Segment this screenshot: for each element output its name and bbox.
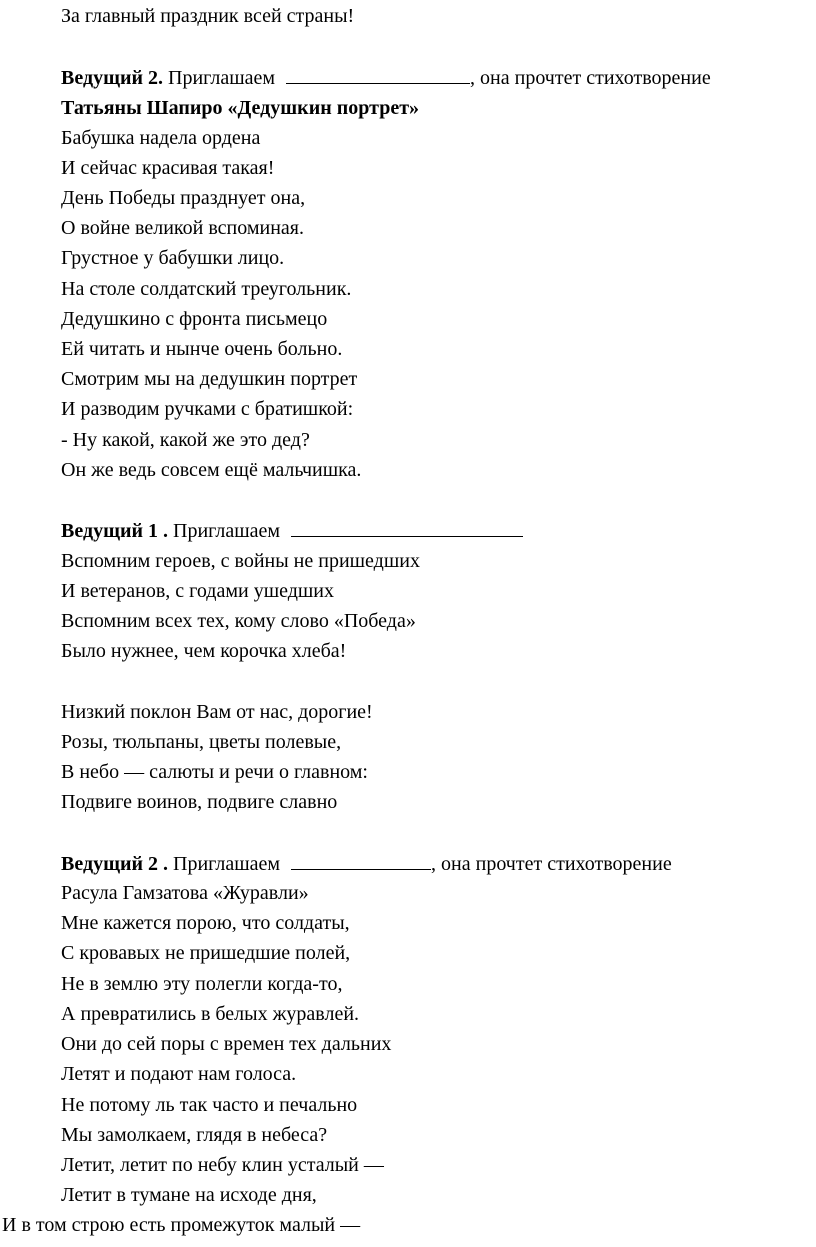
poem-line: О войне великой вспоминая. — [61, 217, 304, 239]
invite-text: Приглашаем — [168, 67, 276, 89]
poem-title: Татьяны Шапиро «Дедушкин портрет» — [61, 97, 420, 119]
intro-line: За главный праздник всей страны! — [61, 5, 355, 27]
poem-line: - Ну какой, какой же это дед? — [61, 429, 310, 451]
invite-text: Приглашаем — [173, 853, 281, 875]
poem-line: Бабушка надела ордена — [61, 127, 261, 149]
section1-host-line — [61, 65, 711, 89]
poem-line: Они до сей поры с времен тех дальних — [61, 1033, 392, 1055]
poem-line: Мне кажется порою, что солдаты, — [61, 912, 350, 934]
poem-line: В небо — салюты и речи о главном: — [61, 761, 368, 783]
poem-title: Расула Гамзатова «Журавли» — [61, 882, 309, 904]
poem-line: Смотрим мы на дедушкин портрет — [61, 368, 358, 390]
poem-line: Летят и подают нам голоса. — [61, 1063, 297, 1085]
speaker-label: Ведущий 2. — [61, 67, 164, 89]
section3-host-line — [61, 851, 672, 875]
invite-text: Приглашаем — [173, 520, 281, 542]
poem-line: Мы замолкаем, глядя в небеса? — [61, 1124, 328, 1146]
speaker-label: Ведущий 2 . — [61, 853, 169, 875]
poem-line: Низкий поклон Вам от нас, дорогие! — [61, 701, 373, 723]
speaker-label: Ведущий 1 . — [61, 520, 169, 542]
poem-line: И в том строю есть промежуток малый — — [2, 1214, 361, 1236]
poem-line: Он же ведь совсем ещё мальчишка. — [61, 459, 362, 481]
poem-line: Летит в тумане на исходе дня, — [61, 1184, 317, 1206]
name-blank — [291, 851, 431, 870]
poem-line: Ей читать и нынче очень больно. — [61, 338, 343, 360]
poem-line: Розы, тюльпаны, цветы полевые, — [61, 731, 342, 753]
poem-line: Подвиге воинов, подвиге славно — [61, 791, 338, 813]
section2-host-line — [61, 518, 523, 542]
poem-line: Вспомним всех тех, кому слово «Победа» — [61, 610, 416, 632]
poem-line: И ветеранов, с годами ушедших — [61, 580, 334, 602]
poem-line: Не потому ль так часто и печально — [61, 1094, 358, 1116]
poem-line: Дедушкино с фронта письмецо — [61, 308, 328, 330]
poem-line: И сейчас красивая такая! — [61, 157, 275, 179]
poem-line: А превратились в белых журавлей. — [61, 1003, 360, 1025]
poem-line: Грустное у бабушки лицо. — [61, 247, 285, 269]
poem-line: Вспомним героев, с войны не пришедших — [61, 550, 420, 572]
poem-line: Было нужнее, чем корочка хлеба! — [61, 640, 347, 662]
poem-line: С кровавых не пришедшие полей, — [61, 942, 351, 964]
poem-line: Не в землю эту полегли когда-то, — [61, 973, 343, 995]
poem-line: Летит, летит по небу клин усталый — — [61, 1154, 384, 1176]
after-blank-text: , она прочтет стихотворение — [470, 67, 711, 89]
poem-line: На столе солдатский треугольник. — [61, 278, 352, 300]
after-blank-text: , она прочтет стихотворение — [431, 853, 672, 875]
poem-line: День Победы празднует она, — [61, 187, 306, 209]
poem-line: И разводим ручками с братишкой: — [61, 398, 354, 420]
name-blank — [286, 65, 470, 84]
name-blank — [291, 518, 523, 537]
